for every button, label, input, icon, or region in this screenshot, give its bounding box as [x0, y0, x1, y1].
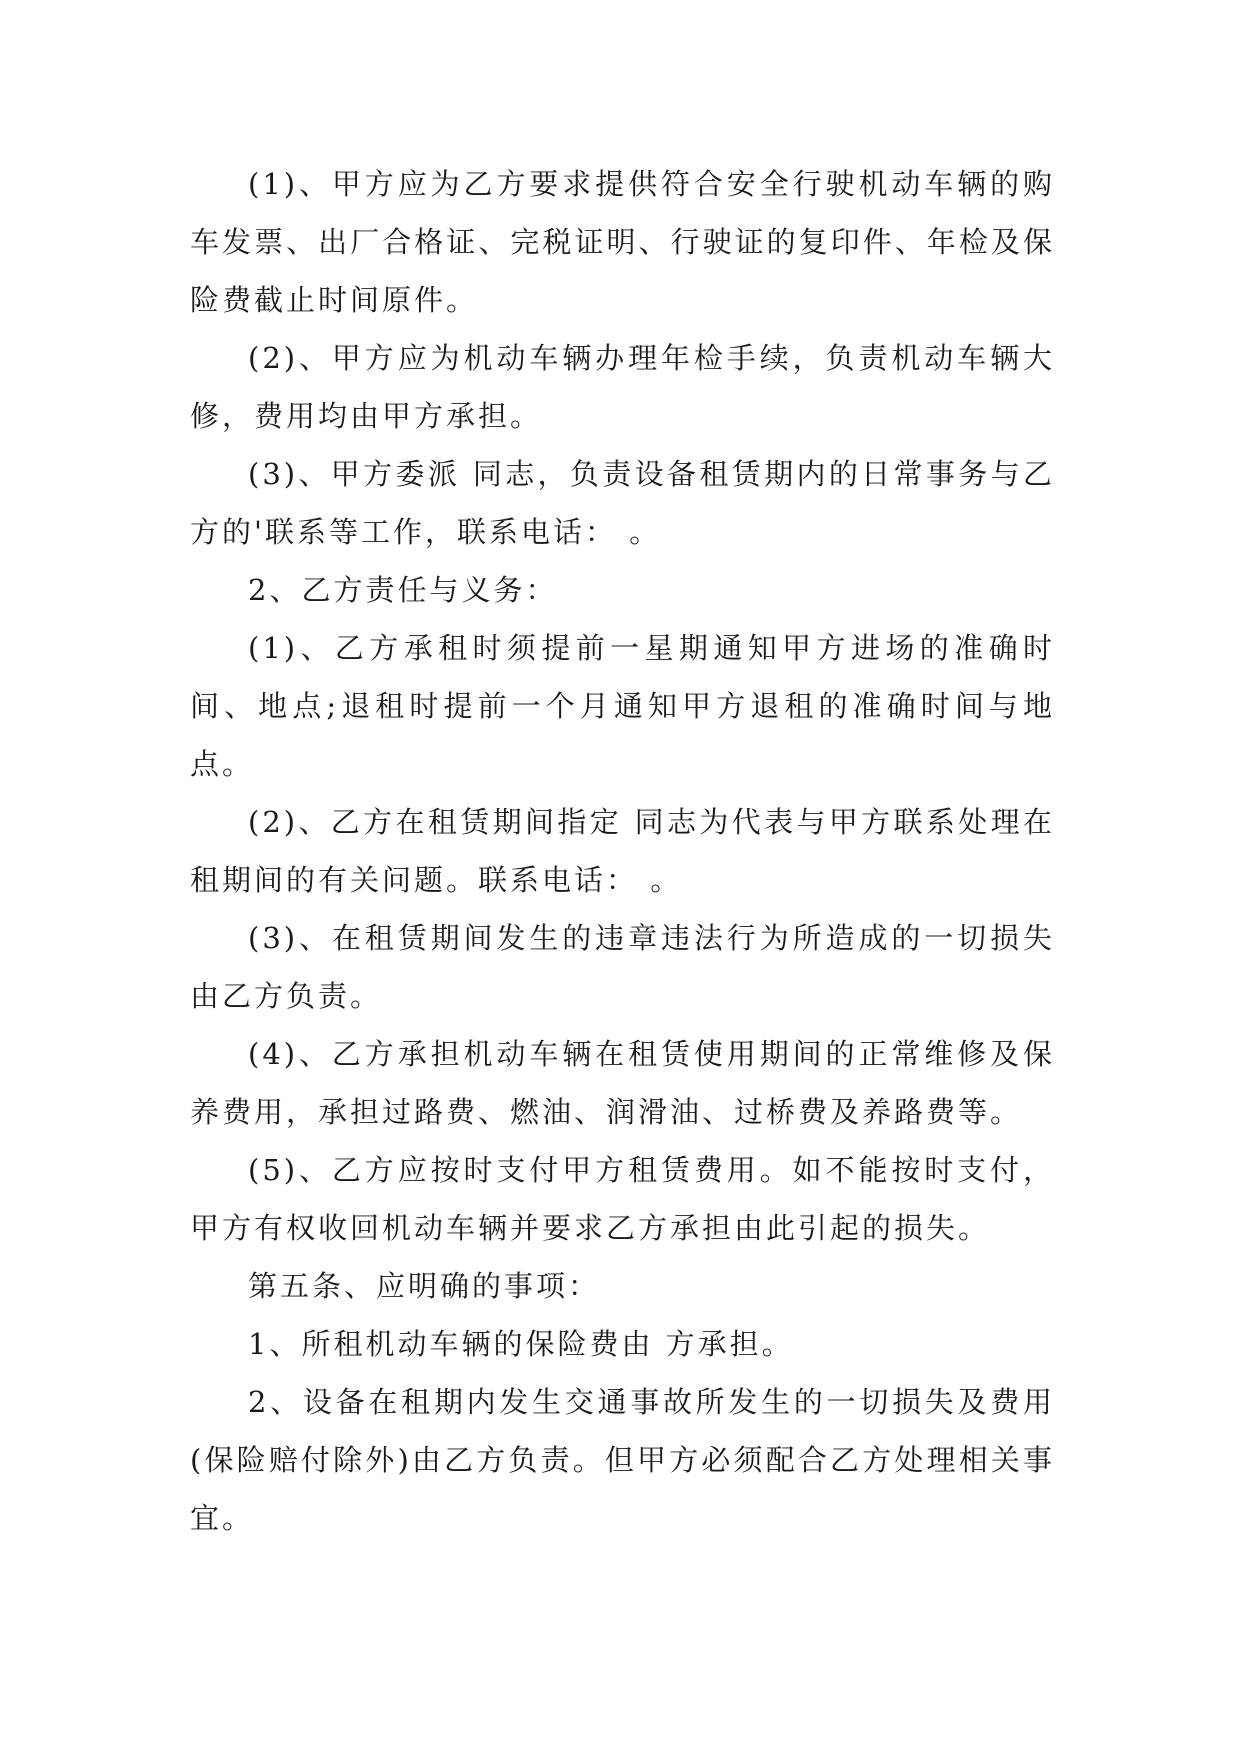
paragraph-8: (4)、乙方承担机动车辆在租赁使用期间的正常维修及保养费用，承担过路费、燃油、润滑油、过桥费及养路费等。: [190, 1037, 1055, 1129]
paragraph-1: (1)、甲方应为乙方要求提供符合安全行驶机动车辆的购车发票、出厂合格证、完税证明、行驶证的复印件、年检及保险费截止时间原件。: [190, 167, 1055, 317]
paragraph-12: 2、设备在租期内发生交通事故所发生的一切损失及费用(保险赔付除外)由乙方负责。但甲方必须配合乙方处理相关事宜。: [190, 1385, 1055, 1535]
paragraph-7: (3)、在租赁期间发生的违章违法行为所造成的一切损失由乙方负责。: [190, 921, 1055, 1013]
paragraph-6: (2)、乙方在租赁期间指定 同志为代表与甲方联系处理在租期间的有关问题。联系电话： 。: [190, 805, 1055, 897]
document-body: [190, 155, 1055, 1547]
section-heading-party-b: 2、乙方责任与义务：: [248, 573, 558, 607]
paragraph-9: (5)、乙方应按时支付甲方租赁费用。如不能按时支付，甲方有权收回机动车辆并要求乙方承担由此引起的损失。: [190, 1153, 1055, 1245]
section-heading-article-5: 第五条、应明确的事项：: [248, 1269, 601, 1303]
paragraph-11: 1、所租机动车辆的保险费由 方承担。: [248, 1327, 794, 1361]
paragraph-2: (2)、甲方应为机动车辆办理年检手续，负责机动车辆大修，费用均由甲方承担。: [190, 341, 1055, 433]
paragraph-5: (1)、乙方承租时须提前一星期通知甲方进场的准确时间、地点;退租时提前一个月通知甲方退租的准确时间与地点。: [190, 631, 1055, 781]
paragraph-3: (3)、甲方委派 同志，负责设备租赁期内的日常事务与乙方的'联系等工作，联系电话： 。: [190, 457, 1055, 549]
